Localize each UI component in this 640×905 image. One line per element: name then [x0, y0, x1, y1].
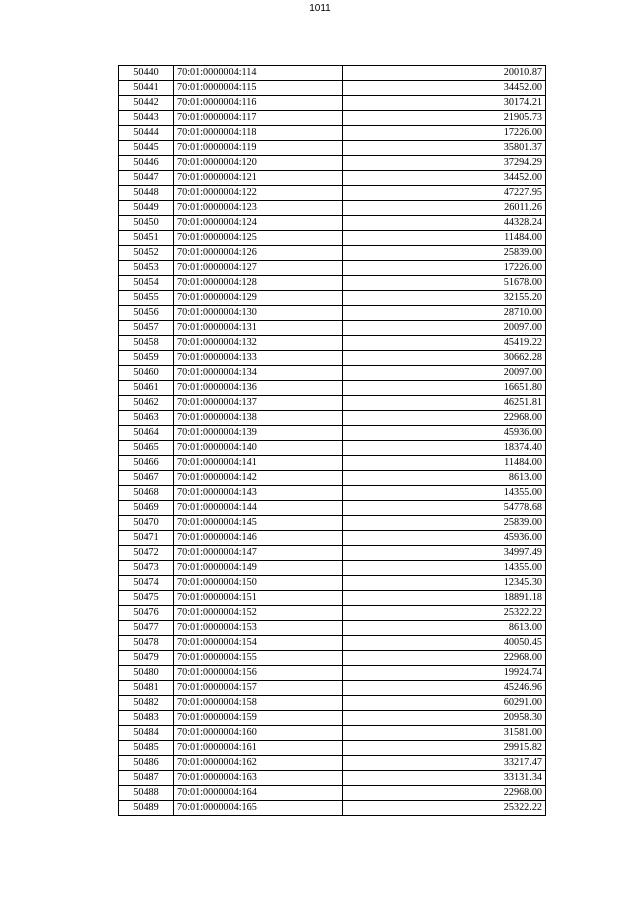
table-row	[119, 636, 546, 651]
row-number-cell: 50489	[119, 801, 174, 816]
row-number-cell: 50480	[119, 666, 174, 681]
value-cell: 22968.00	[343, 786, 546, 801]
value-cell: 30662.28	[343, 351, 546, 366]
cadastral-number-cell: 70:01:0000004:115	[174, 81, 343, 96]
row-number-cell: 50444	[119, 126, 174, 141]
value-cell: 60291.00	[343, 696, 546, 711]
row-number-cell: 50487	[119, 771, 174, 786]
row-number-cell: 50442	[119, 96, 174, 111]
cadastral-number-cell: 70:01:0000004:141	[174, 456, 343, 471]
table-row	[119, 501, 546, 516]
cadastral-number-cell: 70:01:0000004:160	[174, 726, 343, 741]
row-number-cell: 50441	[119, 81, 174, 96]
table-row	[119, 336, 546, 351]
value-cell: 14355.00	[343, 561, 546, 576]
value-cell: 18891.18	[343, 591, 546, 606]
cadastral-number-cell: 70:01:0000004:116	[174, 96, 343, 111]
row-number-cell: 50474	[119, 576, 174, 591]
table-row	[119, 441, 546, 456]
row-number-cell: 50465	[119, 441, 174, 456]
value-cell: 22968.00	[343, 411, 546, 426]
value-cell: 20097.00	[343, 366, 546, 381]
value-cell: 29915.82	[343, 741, 546, 756]
value-cell: 22968.00	[343, 651, 546, 666]
table-row	[119, 531, 546, 546]
table-row	[119, 486, 546, 501]
row-number-cell: 50485	[119, 741, 174, 756]
cadastral-number-cell: 70:01:0000004:158	[174, 696, 343, 711]
value-cell: 35801.37	[343, 141, 546, 156]
table-row	[119, 186, 546, 201]
cadastral-number-cell: 70:01:0000004:146	[174, 531, 343, 546]
table-row	[119, 156, 546, 171]
table-row	[119, 471, 546, 486]
cadastral-number-cell: 70:01:0000004:114	[174, 66, 343, 81]
cadastral-number-cell: 70:01:0000004:137	[174, 396, 343, 411]
table-row	[119, 801, 546, 816]
value-cell: 45936.00	[343, 426, 546, 441]
cadastral-number-cell: 70:01:0000004:163	[174, 771, 343, 786]
row-number-cell: 50469	[119, 501, 174, 516]
table-row	[119, 216, 546, 231]
table-row	[119, 741, 546, 756]
row-number-cell: 50451	[119, 231, 174, 246]
value-cell: 44328.24	[343, 216, 546, 231]
table-row	[119, 126, 546, 141]
value-cell: 46251.81	[343, 396, 546, 411]
row-number-cell: 50445	[119, 141, 174, 156]
cadastral-number-cell: 70:01:0000004:165	[174, 801, 343, 816]
table-row	[119, 231, 546, 246]
table-row	[119, 591, 546, 606]
table-row	[119, 81, 546, 96]
table-row	[119, 546, 546, 561]
row-number-cell: 50450	[119, 216, 174, 231]
table-row	[119, 381, 546, 396]
value-cell: 30174.21	[343, 96, 546, 111]
row-number-cell: 50484	[119, 726, 174, 741]
value-cell: 25322.22	[343, 801, 546, 816]
value-cell: 40050.45	[343, 636, 546, 651]
cadastral-number-cell: 70:01:0000004:129	[174, 291, 343, 306]
cadastral-number-cell: 70:01:0000004:140	[174, 441, 343, 456]
cadastral-number-cell: 70:01:0000004:154	[174, 636, 343, 651]
table-row	[119, 726, 546, 741]
value-cell: 11484.00	[343, 231, 546, 246]
row-number-cell: 50452	[119, 246, 174, 261]
cadastral-number-cell: 70:01:0000004:152	[174, 606, 343, 621]
row-number-cell: 50481	[119, 681, 174, 696]
cadastral-number-cell: 70:01:0000004:156	[174, 666, 343, 681]
value-cell: 17226.00	[343, 261, 546, 276]
registry-table	[118, 65, 546, 816]
table-row	[119, 351, 546, 366]
cadastral-number-cell: 70:01:0000004:131	[174, 321, 343, 336]
cadastral-number-cell: 70:01:0000004:130	[174, 306, 343, 321]
cadastral-number-cell: 70:01:0000004:149	[174, 561, 343, 576]
row-number-cell: 50456	[119, 306, 174, 321]
row-number-cell: 50475	[119, 591, 174, 606]
cadastral-number-cell: 70:01:0000004:120	[174, 156, 343, 171]
row-number-cell: 50446	[119, 156, 174, 171]
row-number-cell: 50447	[119, 171, 174, 186]
value-cell: 26011.26	[343, 201, 546, 216]
cadastral-number-cell: 70:01:0000004:159	[174, 711, 343, 726]
row-number-cell: 50473	[119, 561, 174, 576]
table-row	[119, 276, 546, 291]
value-cell: 11484.00	[343, 456, 546, 471]
row-number-cell: 50449	[119, 201, 174, 216]
row-number-cell: 50448	[119, 186, 174, 201]
value-cell: 45246.96	[343, 681, 546, 696]
cadastral-number-cell: 70:01:0000004:123	[174, 201, 343, 216]
cadastral-number-cell: 70:01:0000004:157	[174, 681, 343, 696]
row-number-cell: 50476	[119, 606, 174, 621]
table-row	[119, 606, 546, 621]
table-row	[119, 171, 546, 186]
cadastral-number-cell: 70:01:0000004:147	[174, 546, 343, 561]
table-row	[119, 366, 546, 381]
value-cell: 28710.00	[343, 306, 546, 321]
cadastral-number-cell: 70:01:0000004:121	[174, 171, 343, 186]
cadastral-number-cell: 70:01:0000004:151	[174, 591, 343, 606]
cadastral-number-cell: 70:01:0000004:124	[174, 216, 343, 231]
table-row	[119, 711, 546, 726]
table-row	[119, 681, 546, 696]
row-number-cell: 50458	[119, 336, 174, 351]
cadastral-number-cell: 70:01:0000004:144	[174, 501, 343, 516]
row-number-cell: 50470	[119, 516, 174, 531]
cadastral-number-cell: 70:01:0000004:119	[174, 141, 343, 156]
table-row	[119, 261, 546, 276]
value-cell: 19924.74	[343, 666, 546, 681]
row-number-cell: 50463	[119, 411, 174, 426]
value-cell: 37294.29	[343, 156, 546, 171]
row-number-cell: 50459	[119, 351, 174, 366]
value-cell: 34452.00	[343, 171, 546, 186]
row-number-cell: 50483	[119, 711, 174, 726]
cadastral-number-cell: 70:01:0000004:139	[174, 426, 343, 441]
row-number-cell: 50488	[119, 786, 174, 801]
table-row	[119, 516, 546, 531]
row-number-cell: 50462	[119, 396, 174, 411]
table-row	[119, 426, 546, 441]
cadastral-number-cell: 70:01:0000004:143	[174, 486, 343, 501]
table-row	[119, 561, 546, 576]
cadastral-number-cell: 70:01:0000004:162	[174, 756, 343, 771]
cadastral-number-cell: 70:01:0000004:142	[174, 471, 343, 486]
cadastral-number-cell: 70:01:0000004:161	[174, 741, 343, 756]
value-cell: 25839.00	[343, 516, 546, 531]
table-row	[119, 456, 546, 471]
table-row	[119, 321, 546, 336]
value-cell: 21905.73	[343, 111, 546, 126]
cadastral-number-cell: 70:01:0000004:153	[174, 621, 343, 636]
cadastral-number-cell: 70:01:0000004:138	[174, 411, 343, 426]
cadastral-number-cell: 70:01:0000004:127	[174, 261, 343, 276]
table-row	[119, 201, 546, 216]
table-row	[119, 756, 546, 771]
cadastral-number-cell: 70:01:0000004:145	[174, 516, 343, 531]
value-cell: 34452.00	[343, 81, 546, 96]
row-number-cell: 50477	[119, 621, 174, 636]
row-number-cell: 50457	[119, 321, 174, 336]
row-number-cell: 50461	[119, 381, 174, 396]
row-number-cell: 50471	[119, 531, 174, 546]
value-cell: 8613.00	[343, 471, 546, 486]
row-number-cell: 50478	[119, 636, 174, 651]
table-row	[119, 576, 546, 591]
value-cell: 16651.80	[343, 381, 546, 396]
row-number-cell: 50464	[119, 426, 174, 441]
value-cell: 33131.34	[343, 771, 546, 786]
row-number-cell: 50460	[119, 366, 174, 381]
value-cell: 31581.00	[343, 726, 546, 741]
cadastral-number-cell: 70:01:0000004:118	[174, 126, 343, 141]
table-row	[119, 111, 546, 126]
row-number-cell: 50486	[119, 756, 174, 771]
registry-table-body	[119, 66, 546, 816]
table-row	[119, 141, 546, 156]
value-cell: 45419.22	[343, 336, 546, 351]
row-number-cell: 50455	[119, 291, 174, 306]
table-row	[119, 246, 546, 261]
value-cell: 51678.00	[343, 276, 546, 291]
value-cell: 34997.49	[343, 546, 546, 561]
row-number-cell: 50472	[119, 546, 174, 561]
value-cell: 12345.30	[343, 576, 546, 591]
table-row	[119, 396, 546, 411]
value-cell: 18374.40	[343, 441, 546, 456]
row-number-cell: 50468	[119, 486, 174, 501]
row-number-cell: 50454	[119, 276, 174, 291]
row-number-cell: 50440	[119, 66, 174, 81]
value-cell: 32155.20	[343, 291, 546, 306]
cadastral-number-cell: 70:01:0000004:117	[174, 111, 343, 126]
cadastral-number-cell: 70:01:0000004:136	[174, 381, 343, 396]
value-cell: 20958.30	[343, 711, 546, 726]
table-row	[119, 96, 546, 111]
value-cell: 25322.22	[343, 606, 546, 621]
row-number-cell: 50443	[119, 111, 174, 126]
row-number-cell: 50467	[119, 471, 174, 486]
table-row	[119, 666, 546, 681]
table-row	[119, 786, 546, 801]
cadastral-number-cell: 70:01:0000004:126	[174, 246, 343, 261]
cadastral-number-cell: 70:01:0000004:125	[174, 231, 343, 246]
value-cell: 45936.00	[343, 531, 546, 546]
table-row	[119, 771, 546, 786]
value-cell: 33217.47	[343, 756, 546, 771]
value-cell: 20010.87	[343, 66, 546, 81]
cadastral-number-cell: 70:01:0000004:122	[174, 186, 343, 201]
table-row	[119, 411, 546, 426]
value-cell: 14355.00	[343, 486, 546, 501]
value-cell: 47227.95	[343, 186, 546, 201]
table-row	[119, 66, 546, 81]
table-row	[119, 306, 546, 321]
value-cell: 17226.00	[343, 126, 546, 141]
cadastral-number-cell: 70:01:0000004:134	[174, 366, 343, 381]
row-number-cell: 50482	[119, 696, 174, 711]
row-number-cell: 50453	[119, 261, 174, 276]
value-cell: 20097.00	[343, 321, 546, 336]
cadastral-number-cell: 70:01:0000004:133	[174, 351, 343, 366]
row-number-cell: 50466	[119, 456, 174, 471]
table-row	[119, 621, 546, 636]
cadastral-number-cell: 70:01:0000004:128	[174, 276, 343, 291]
table-row	[119, 696, 546, 711]
value-cell: 54778.68	[343, 501, 546, 516]
cadastral-number-cell: 70:01:0000004:132	[174, 336, 343, 351]
value-cell: 8613.00	[343, 621, 546, 636]
value-cell: 25839.00	[343, 246, 546, 261]
cadastral-number-cell: 70:01:0000004:164	[174, 786, 343, 801]
row-number-cell: 50479	[119, 651, 174, 666]
page-number: 1011	[309, 3, 331, 14]
table-row	[119, 291, 546, 306]
table-row	[119, 651, 546, 666]
cadastral-number-cell: 70:01:0000004:150	[174, 576, 343, 591]
cadastral-number-cell: 70:01:0000004:155	[174, 651, 343, 666]
